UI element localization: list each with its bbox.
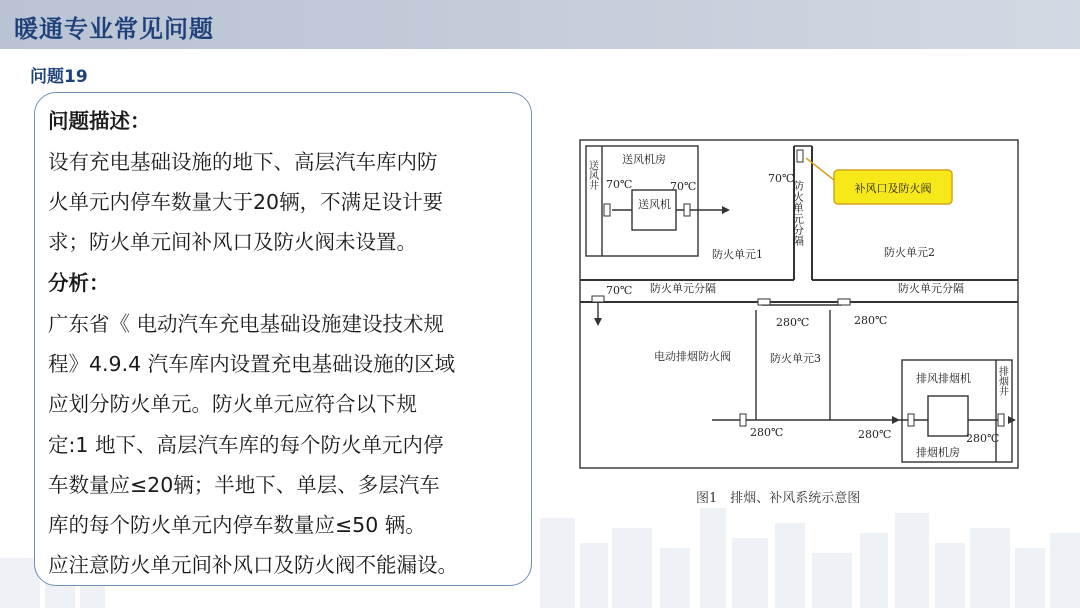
label-supply-shaft: 送风井 — [586, 160, 598, 190]
label-partition-horizontal: 防火单元分隔 — [650, 282, 716, 295]
label-partition-vertical: 防火单元分隔 — [791, 180, 805, 246]
label-temp-280: 280℃ — [854, 314, 888, 327]
description-line: 设有充电基础设施的地下、高层汽车库内防 — [48, 150, 438, 174]
label-supply-room: 送风机房 — [622, 153, 666, 166]
analysis-line: 广东省《 电动汽车充电基础设施建设技术规 — [48, 312, 445, 336]
label-supply-fan: 送风机 — [638, 198, 671, 211]
label-temp-70: 70℃ — [768, 172, 795, 185]
description-box — [34, 92, 532, 586]
label-exhaust-fan: 排风排烟机 — [916, 372, 971, 385]
analysis-line: 应注意防火单元间补风口及防火阀不能漏设。 — [48, 553, 458, 577]
label-temp-280: 280℃ — [750, 426, 784, 439]
label-exhaust-shaft: 排烟井 — [996, 366, 1008, 396]
label-temp-280: 280℃ — [858, 428, 892, 441]
analysis-line: 定:1 地下、高层汽车库的每个防火单元内停 — [48, 433, 444, 457]
description-heading: 问题描述： — [48, 109, 151, 133]
analysis-line: 程》4.9.4 汽车库内设置充电基础设施的区域 — [48, 352, 456, 376]
description-line: 求；防火单元间补风口及防火阀未设置。 — [48, 230, 417, 254]
question-label: 问题19 — [30, 67, 88, 87]
callout-label: 补风口及防火阀 — [854, 182, 932, 195]
analysis-line: 库的每个防火单元内停车数量应≤50 辆。 — [48, 513, 426, 537]
diagram-svg — [572, 130, 1032, 520]
analysis-heading: 分析： — [48, 271, 110, 295]
analysis-line: 应划分防火单元。防火单元应符合以下规 — [48, 392, 417, 416]
label-motor-damper: 电动排烟防火阀 — [654, 350, 731, 363]
description-line: 火单元内停车数量大于20辆，不满足设计要 — [48, 190, 444, 214]
exhaust-fan-box — [928, 396, 968, 436]
smoke-exhaust-diagram — [572, 130, 1032, 520]
diagram-caption: 图1 排烟、补风系统示意图 — [696, 491, 861, 506]
analysis-line: 车数量应≤20辆；半地下、单层、多层汽车 — [48, 473, 440, 497]
header-title: 暖通专业常见问题 — [14, 15, 214, 43]
label-temp-280: 280℃ — [966, 432, 1000, 445]
label-temp-70: 70℃ — [670, 180, 697, 193]
label-exhaust-room: 排烟机房 — [916, 446, 960, 459]
header-bar — [0, 0, 1080, 49]
label-temp-70: 70℃ — [606, 178, 633, 191]
label-partition-horizontal: 防火单元分隔 — [898, 282, 964, 295]
label-unit-2: 防火单元2 — [884, 246, 935, 259]
label-temp-280: 280℃ — [776, 316, 810, 329]
label-unit-3: 防火单元3 — [770, 352, 821, 365]
label-unit-1: 防火单元1 — [712, 248, 763, 261]
label-temp-70: 70℃ — [606, 284, 633, 297]
